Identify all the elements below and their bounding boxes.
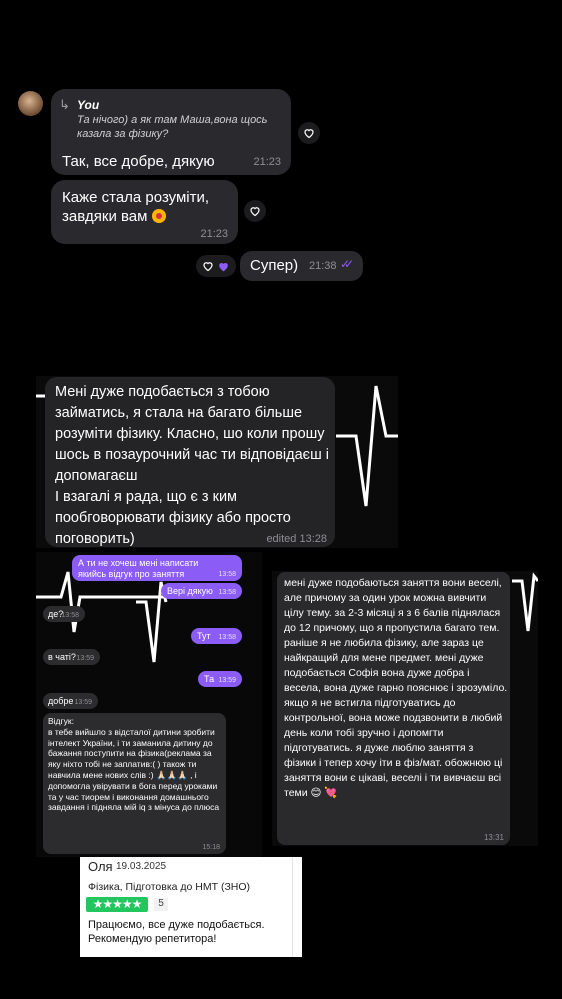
message-time: 13:59	[218, 677, 236, 684]
message-text: Мені дуже подобається з тобою займатись, я стала на багато більше розуміти фізику. Класно, шо коли прошу шось в позаурочний час ти відповідаєш і допомагаєш І взагалі я рада, що є з ким пообговорювати фізику або просто поговорить)	[55, 384, 329, 547]
review-subject: Фізика, Підготовка до НМТ (ЗНО)	[88, 881, 251, 893]
react-heart-button[interactable]	[244, 200, 266, 222]
message-bubble[interactable]	[43, 693, 98, 709]
message-bubble[interactable]	[45, 377, 335, 547]
reaction-pill[interactable]	[196, 255, 236, 277]
screenshot-card	[36, 376, 398, 548]
message-bubble[interactable]	[277, 572, 510, 845]
outgoing-message-bubble[interactable]	[161, 583, 242, 599]
outgoing-message-bubble[interactable]	[198, 671, 242, 687]
message-time: 21:23	[253, 156, 281, 168]
message-time: 21:23	[200, 228, 228, 240]
message-text: мені дуже подобаються заняття вони веселі, але причому за один урок можна вивчити цілу тему. за 2-3 місяці я з 6 балів піднялася до 12 причому, що я пропустила багато тем. раніше я не любила фізику, але зараз це найкращий для мене предмет. мені дуже подобається Софія вона дуже добра і весела, вона дуже гарно пояснює і зрозуміло. якщо я не встигла підготуватись до контрольної, вона може подзвонити в любий день коли тобі зручно і допомгти підготуватись. я дуже люблю заняття з фізики і тепер хочу іти в фіз/мат. обожнюю ці заняття вони є цікаві, веселі і ти вивчаєш всі теми 😊 💘	[284, 577, 508, 799]
react-heart-button[interactable]	[298, 122, 320, 144]
message-text: в чаті?	[48, 652, 76, 662]
message-time: 13:58	[218, 589, 236, 596]
message-time: 13:58	[61, 612, 79, 619]
message-time: 13:59	[76, 655, 94, 662]
heart-outline-icon	[303, 127, 315, 139]
heart-filled-icon	[217, 260, 230, 273]
message-bubble[interactable]	[43, 713, 226, 854]
reply-author: You	[77, 98, 100, 112]
message-time: 13:59	[74, 699, 92, 706]
outgoing-message-bubble[interactable]	[191, 628, 242, 644]
flower-emoji-icon	[152, 209, 166, 223]
read-checkmarks-icon: ✓✓	[340, 257, 349, 271]
reply-message-bubble[interactable]	[51, 89, 291, 175]
message-text: Каже стала розуміти, завдяки вам	[62, 189, 210, 225]
message-text: Вері дякую	[167, 586, 213, 596]
reply-quoted-text: Та нічого) а як там Маша,вона щось казала за фізику?	[77, 114, 268, 140]
screenshot-card	[272, 571, 538, 846]
reply-quote[interactable]	[77, 98, 282, 141]
message-text: Відгук: в тебе вийшло з відсталої дитини зробити інтелект України, і ти заманила дитину до бажання поступити на фізика(реклама за яку ніхто тобі не заплатив:( ) також ти навчила мене нових слів :) 🙏🏻🙏🏻🙏🏻 , і допомогла увірувати в бога перед уроками та у час тиорем і виконання домашнього завдання і підняла мій iq з мінуса до плюса	[48, 716, 220, 813]
review-card	[80, 857, 302, 957]
message-bubble[interactable]	[51, 180, 238, 244]
heart-outline-icon	[249, 205, 261, 217]
message-time: 15:18	[202, 844, 220, 851]
message-text: де?	[48, 609, 64, 619]
message-time: 13:31	[483, 833, 504, 842]
outgoing-message-bubble[interactable]	[240, 251, 363, 281]
message-status: edited 13:28	[266, 533, 327, 545]
avatar[interactable]	[18, 91, 43, 116]
star-icon: ★★★★★	[92, 897, 142, 911]
message-bubble[interactable]	[43, 649, 100, 665]
rating-stars	[86, 897, 148, 912]
outgoing-message-bubble[interactable]	[72, 555, 242, 581]
rating-value: 5	[154, 898, 168, 911]
message-text: добре	[48, 696, 74, 706]
review-date: 19.03.2025	[116, 861, 167, 872]
message-text: Так, все добре, дякую	[62, 153, 215, 170]
heart-outline-icon	[202, 260, 214, 272]
message-time: 13:58	[218, 571, 236, 578]
message-text: Супер)	[250, 257, 299, 274]
reply-arrow-icon: ↳	[59, 97, 70, 112]
reviewer-name: Оля	[88, 859, 113, 874]
message-text: Тут	[197, 631, 211, 641]
message-text: Та	[204, 674, 215, 684]
message-time: 13:58	[218, 634, 236, 641]
review-text: Працюємо, все дуже подобається. Рекомендую репетитора!	[88, 919, 265, 945]
message-text: А ти не хочеш мені написати якийсь відгук про заняття	[78, 558, 199, 579]
review-inner	[80, 857, 293, 957]
screenshot-card	[36, 552, 262, 857]
smile-heart-emoji: 😊 💘	[310, 787, 338, 799]
message-bubble[interactable]	[43, 606, 85, 622]
message-time: 21:38	[309, 260, 337, 272]
